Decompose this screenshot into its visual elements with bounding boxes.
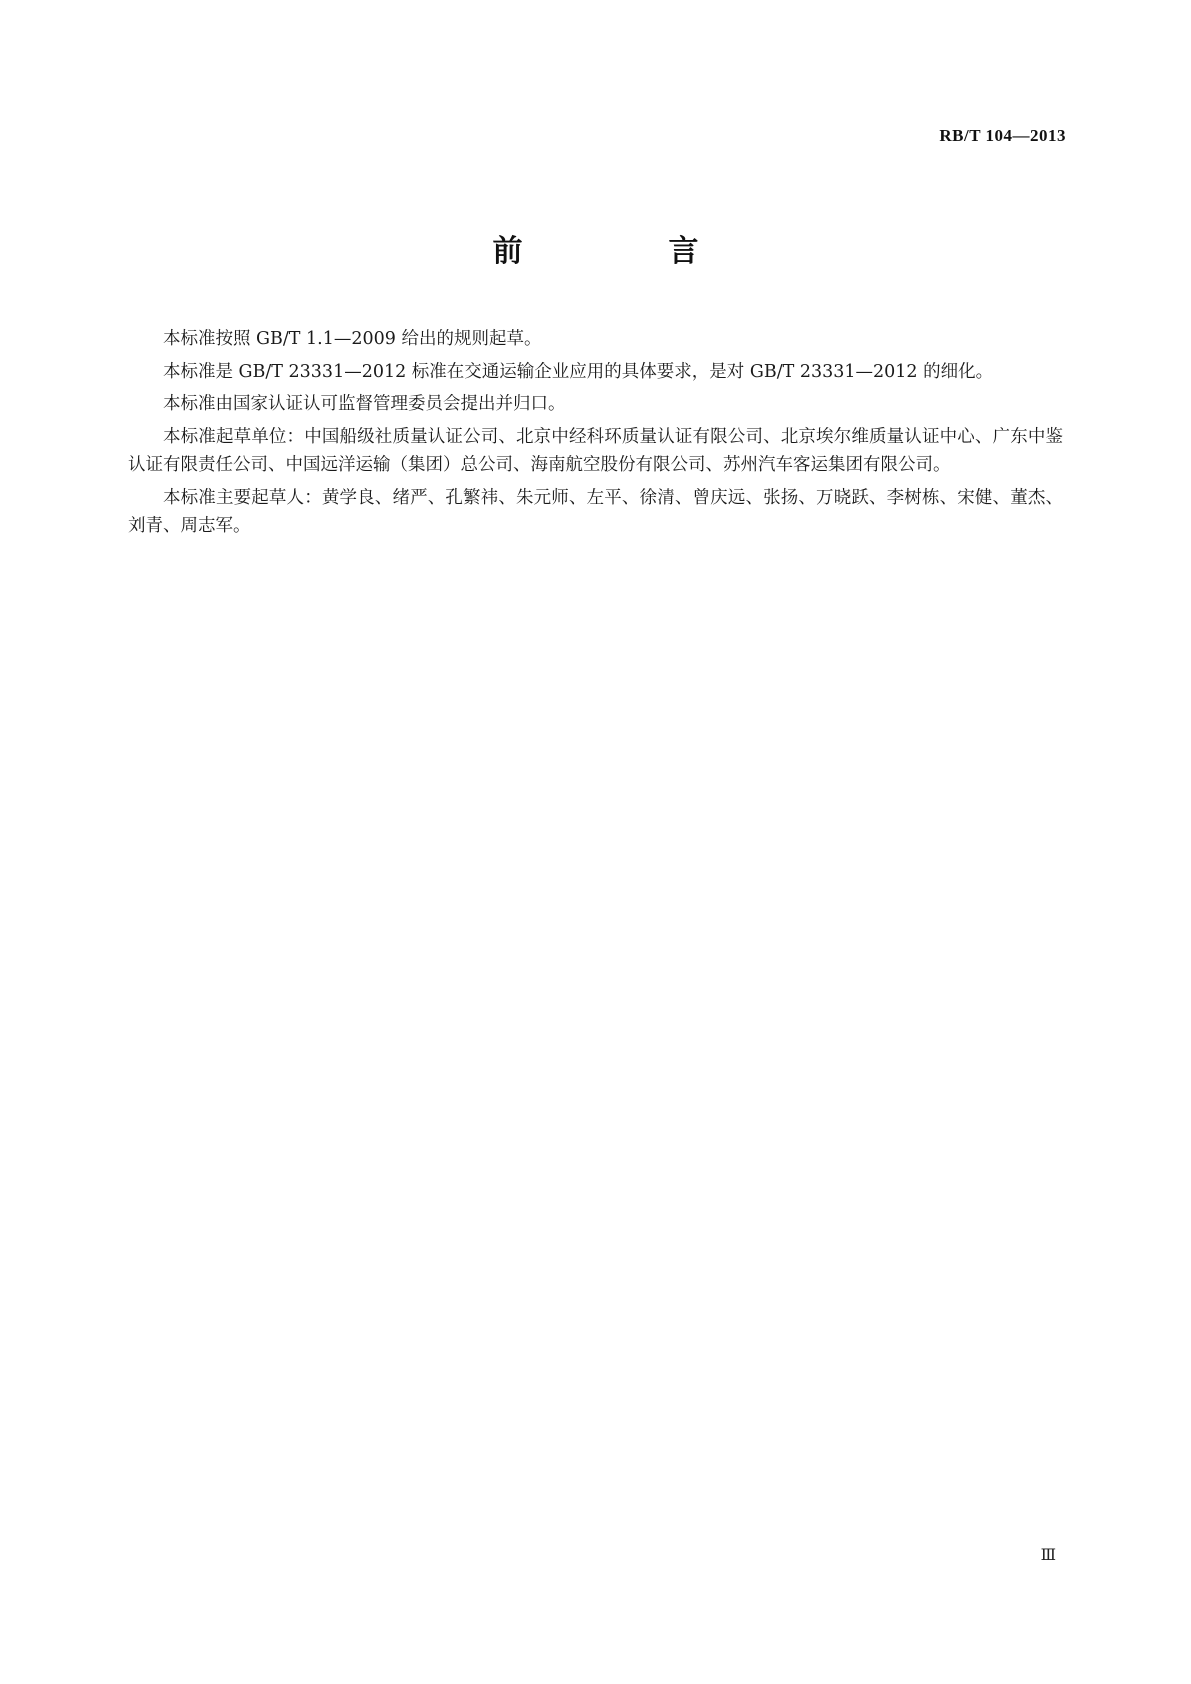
- standard-code: RB/T 104—2013: [939, 126, 1066, 145]
- page-number: Ⅲ: [1040, 1547, 1056, 1564]
- paragraph-drafting-rules: 本标准按照 GB/T 1.1—2009 给出的规则起草。: [163, 329, 542, 349]
- paragraph-proposer: 本标准由国家认证认可监督管理委员会提出并归口。: [163, 394, 566, 414]
- paragraph-scope: 本标准是 GB/T 23331—2012 标准在交通运输企业应用的具体要求，是对 GB/T 23331—2012 的细化。: [163, 361, 994, 382]
- paragraph-drafting-units: 本标准起草单位：中国船级社质量认证公司、北京中经科环质量认证有限公司、北京埃尔维质量认证中心、广东中鉴认证有限责任公司、中国远洋运输（集团）总公司、海南航空股份有限公司、苏州汽车客运集团有限公司。: [128, 426, 1063, 475]
- page-title: 前 言: [492, 234, 757, 269]
- paragraph-drafters: 本标准主要起草人：黄学良、绪严、孔繁祎、朱元师、左平、徐清、曾庆远、张扬、万晓跃、李树栋、宋健、董杰、刘青、周志军。: [128, 487, 1063, 536]
- foreword-body: [128, 325, 1063, 545]
